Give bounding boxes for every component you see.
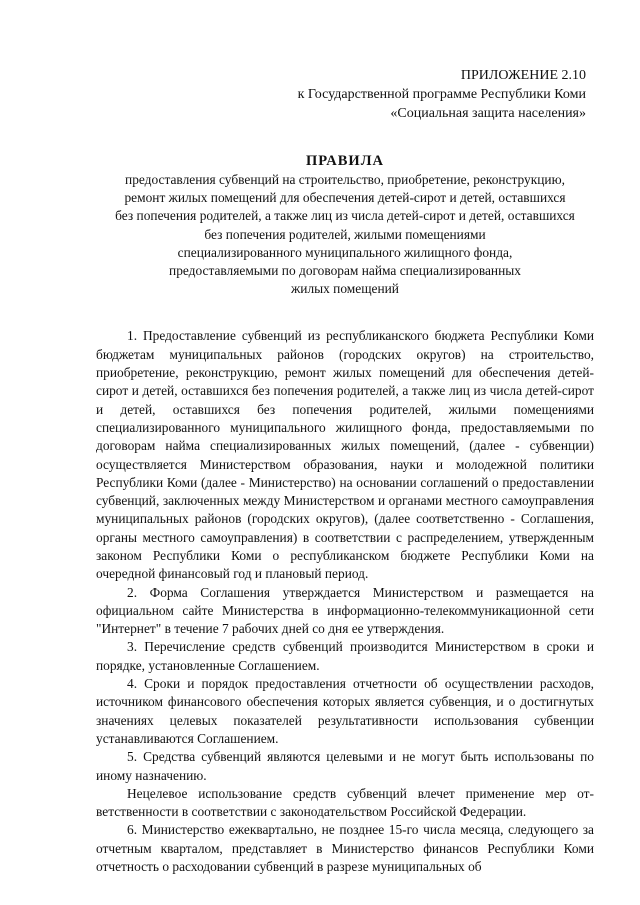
paragraph-1: 1. Предоставление субвенций из республиканского бюджета Республики Коми бюджетам муниципальных районов (городских округов) на строительство, приобретение, реконструкцию, ремонт жилых помещений для обеспечения детей-сирот и детей, оставшихся без попечения родителей, а также лиц из числа детей-сирот и детей, оставшихся без попечения родителей, жилыми помещениями специализированного муниципального жилищного фонда, предоставляемыми по договорам найма специализированных жилых помещений, (далее - субвенции) осуществляется Министерством образования, науки и молодежной политики Республики Коми (далее - Министерство) на основании соглашений о предоставлении субвенций, заключенных между Министерством и органами местного самоуправления муниципальных районов (городских округов), (далее соответственно - Соглашения, органы местного самоуправления) в соответствии с распределением, утвержденным законом Республики Коми о республиканском бюджете Республики Коми на очередной финансовый год и плановый период. <box>96 328 594 582</box>
paragraph-6: 6. Министерство ежеквартально, не позднее 15-го числа месяца, следующего за отчетным кварталом, представляет в Министерство финансов Республики Коми отчетность о расходовании субвенций в разрезе муниципальных об <box>96 822 594 875</box>
appendix-program-name: «Социальная защита населения» <box>390 106 586 121</box>
subtitle-line: без попечения родителей, а также лиц из числа детей-сирот и детей, оставшихся <box>115 208 575 224</box>
subtitle-line: ремонт жилых помещений для обеспечения детей-сирот и детей, оставшихся <box>124 190 566 206</box>
appendix-number: ПРИЛОЖЕНИЕ 2.10 <box>460 68 586 83</box>
subtitle-line: жилых помещений <box>291 281 399 297</box>
paragraph-4: 4. Сроки и порядок предоставления отчетности об осуществлении расходов, источником финансового обеспечения которых является субвенция, и о достигнутых значениях целевых показателей результативности использования субвенции устанавливаются Соглашением. <box>96 676 594 746</box>
paragraph-5: 5. Средства субвенций являются целевыми и не могут быть использованы по иному назначению. <box>96 749 594 783</box>
paragraph-5-continued: Нецелевое использование средств субвенций влечет применение мер ответственности в соответствии с законодательством Российской Федерации. <box>96 785 594 820</box>
appendix-header <box>96 66 594 123</box>
document-body <box>96 327 594 876</box>
subtitle-line: без попечения родителей, жилыми помещениями <box>204 226 486 242</box>
subtitle-line: предоставления субвенций на строительство, приобретение, реконструкцию, <box>125 172 565 187</box>
appendix-program: к Государственной программе Республики Коми <box>297 87 586 102</box>
document-subtitle <box>96 171 594 298</box>
paragraph-3: 3. Перечисление средств субвенций производится Министерством в сроки и порядке, установленные Соглашением. <box>96 639 594 673</box>
subtitle-line: предоставляемыми по договорам найма специализированных <box>169 263 521 279</box>
subtitle-line: специализированного муниципального жилищного фонда, <box>177 244 513 260</box>
document-title: ПРАВИЛА <box>306 153 384 169</box>
paragraph-2: 2. Форма Соглашения утверждается Министерством и размещается на официальном сайте Министерства в информационно-телекоммуникационной сети "Интернет" в течение 7 рабочих дней со дня ее утверждения. <box>96 584 594 637</box>
